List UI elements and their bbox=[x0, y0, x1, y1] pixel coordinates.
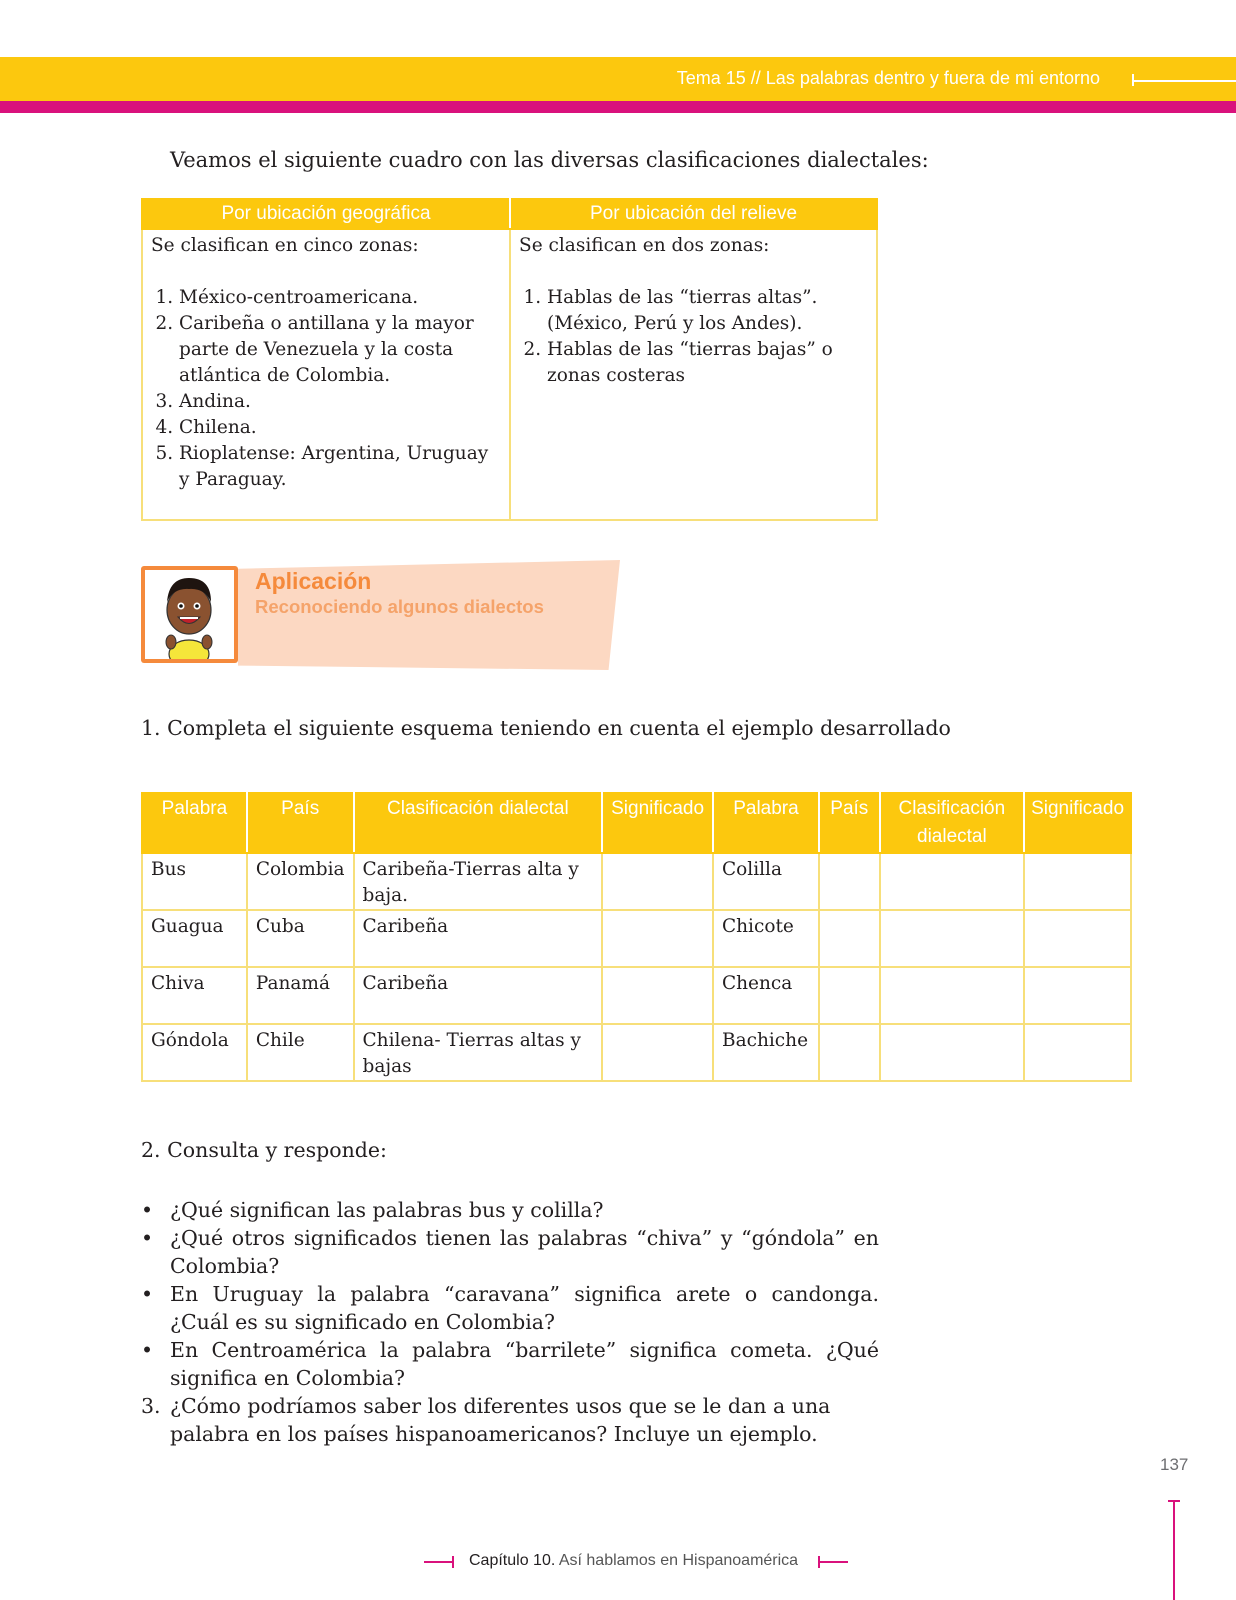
header-tick bbox=[1132, 74, 1134, 86]
answer-cell[interactable] bbox=[880, 967, 1024, 1024]
table-cell: Chenca bbox=[713, 967, 819, 1024]
dialect-table bbox=[141, 792, 1132, 1082]
table-cell: Colombia bbox=[247, 853, 354, 910]
table-cell: Guagua bbox=[142, 910, 247, 967]
list-item: • ¿Qué significan las palabras bus y colilla? bbox=[141, 1196, 879, 1224]
list-item: 1. Hablas de las “tierras altas”. (México, Perú y los Andes). bbox=[547, 285, 866, 337]
list-item: 3. Andina. bbox=[179, 389, 499, 415]
character-icon bbox=[145, 570, 234, 659]
answer-cell[interactable] bbox=[1024, 910, 1131, 967]
table-cell: Chile bbox=[247, 1024, 354, 1081]
list-item: 5. Rioplatense: Argentina, Uruguay y Paraguay. bbox=[179, 441, 499, 493]
page-number: 137 bbox=[1160, 1455, 1189, 1474]
table-cell: Caribeña bbox=[354, 967, 603, 1024]
header-stripe bbox=[0, 101, 1236, 113]
table-row bbox=[142, 1024, 1131, 1081]
footer bbox=[469, 1552, 798, 1570]
list-item: • ¿Qué otros significados tienen las palabras “chiva” y “góndola” en Colombia? bbox=[141, 1224, 879, 1280]
side-rule bbox=[1173, 1502, 1175, 1600]
table-row bbox=[142, 967, 1131, 1024]
answer-cell[interactable] bbox=[602, 1024, 713, 1081]
table-cell: Cuba bbox=[247, 910, 354, 967]
column-header: Significado bbox=[602, 793, 713, 853]
answer-cell[interactable] bbox=[1024, 967, 1131, 1024]
relief-header: Por ubicación del relieve bbox=[510, 199, 877, 229]
header-rule bbox=[1132, 80, 1236, 82]
relief-lead: Se clasifican en dos zonas: bbox=[519, 235, 770, 256]
column-header: Palabra bbox=[713, 793, 819, 853]
question-number: 2. bbox=[141, 1138, 161, 1162]
answer-cell[interactable] bbox=[1024, 1024, 1131, 1081]
question-text: Consulta y responde: bbox=[167, 1138, 387, 1162]
question-2-bullets bbox=[141, 1196, 879, 1392]
table-cell: Panamá bbox=[247, 967, 354, 1024]
geo-lead: Se clasifican en cinco zonas: bbox=[151, 235, 419, 256]
footer-rule-left bbox=[424, 1561, 454, 1563]
geo-header: Por ubicación geográfica bbox=[142, 199, 510, 229]
question-1 bbox=[141, 716, 951, 740]
header-title: Tema 15 // Las palabras dentro y fuera de mi entorno bbox=[676, 68, 1100, 88]
application-title: Aplicación bbox=[255, 568, 372, 594]
answer-cell[interactable] bbox=[819, 967, 880, 1024]
footer-tick-right bbox=[818, 1556, 820, 1568]
answer-cell[interactable] bbox=[880, 1024, 1024, 1081]
table-cell: Chilena- Tierras altas y bajas bbox=[354, 1024, 603, 1081]
question-2 bbox=[141, 1138, 387, 1162]
list-item: 1. México-centroamericana. bbox=[179, 285, 499, 311]
question-3 bbox=[141, 1392, 881, 1448]
relief-list bbox=[519, 285, 866, 389]
intro-text: Veamos el siguiente cuadro con las diversas clasificaciones dialectales: bbox=[170, 148, 929, 172]
list-item: 4. Chilena. bbox=[179, 415, 499, 441]
footer-rule-right bbox=[818, 1561, 848, 1563]
question-text: ¿Cómo podríamos saber los diferentes usos que se le dan a una palabra en los países hispanoamericanos? Incluye un ejemplo. bbox=[170, 1394, 831, 1446]
classification-table bbox=[141, 198, 878, 521]
table-row bbox=[142, 853, 1131, 910]
answer-cell[interactable] bbox=[1024, 853, 1131, 910]
list-item: 2. Caribeña o antillana y la mayor parte de Venezuela y la costa atlántica de Colombia. bbox=[179, 311, 499, 389]
footer-chapter: Capítulo 10. bbox=[469, 1552, 556, 1569]
answer-cell[interactable] bbox=[602, 910, 713, 967]
list-item: 2. Hablas de las “tierras bajas” o zonas costeras bbox=[547, 337, 866, 389]
table-cell: Bus bbox=[142, 853, 247, 910]
footer-tick-left bbox=[452, 1556, 454, 1568]
answer-cell[interactable] bbox=[880, 853, 1024, 910]
geo-cell bbox=[142, 229, 510, 520]
column-header: País bbox=[247, 793, 354, 853]
answer-cell[interactable] bbox=[819, 910, 880, 967]
question-number: 3. bbox=[141, 1394, 161, 1418]
column-header: Significado bbox=[1024, 793, 1131, 853]
application-icon-frame bbox=[141, 566, 238, 663]
answer-cell[interactable] bbox=[602, 853, 713, 910]
question-number: 1. bbox=[141, 716, 161, 740]
list-item: • En Centroamérica la palabra “barrilete” significa cometa. ¿Qué significa en Colombia? bbox=[141, 1336, 879, 1392]
table-cell: Bachiche bbox=[713, 1024, 819, 1081]
table-cell: Chiva bbox=[142, 967, 247, 1024]
table-cell: Caribeña-Tierras alta y baja. bbox=[354, 853, 603, 910]
table-header-row bbox=[142, 793, 1131, 853]
answer-cell[interactable] bbox=[602, 967, 713, 1024]
answer-cell[interactable] bbox=[819, 853, 880, 910]
answer-cell[interactable] bbox=[819, 1024, 880, 1081]
column-header: Clasificación dialectal bbox=[354, 793, 603, 853]
column-header: Clasificación dialectal bbox=[880, 793, 1024, 853]
footer-title: Así hablamos en Hispanoamérica bbox=[558, 1552, 799, 1569]
list-item: • En Uruguay la palabra “caravana” significa arete o candonga. ¿Cuál es su significado en Colombia? bbox=[141, 1280, 879, 1336]
question-text: Completa el siguiente esquema teniendo en cuenta el ejemplo desarrollado bbox=[167, 716, 951, 740]
application-subtitle: Reconociendo algunos dialectos bbox=[255, 596, 544, 617]
table-row bbox=[142, 910, 1131, 967]
table-cell: Góndola bbox=[142, 1024, 247, 1081]
table-cell: Caribeña bbox=[354, 910, 603, 967]
answer-cell[interactable] bbox=[880, 910, 1024, 967]
relief-cell bbox=[510, 229, 877, 520]
column-header: País bbox=[819, 793, 880, 853]
geo-list bbox=[151, 285, 499, 493]
table-cell: Colilla bbox=[713, 853, 819, 910]
table-cell: Chicote bbox=[713, 910, 819, 967]
column-header: Palabra bbox=[142, 793, 247, 853]
